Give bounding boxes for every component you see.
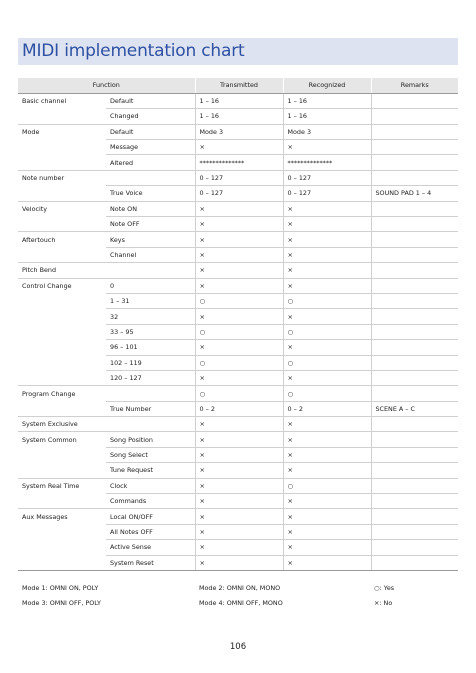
- recognized-cell: ×: [283, 217, 371, 232]
- transmitted-cell: **************: [195, 155, 283, 170]
- table-row: [18, 263, 458, 278]
- function-group-cell: Aux Messages: [18, 509, 106, 524]
- transmitted-cell: ×: [195, 540, 283, 555]
- remarks-cell: [371, 540, 458, 555]
- function-detail-cell: [106, 170, 195, 185]
- function-group-cell: Basic channel: [22, 97, 67, 106]
- function-detail-cell: Changed: [106, 109, 195, 124]
- function-group-cell: [18, 447, 106, 462]
- function-group-cell: System Real Time: [18, 478, 106, 493]
- recognized-cell: 0 – 127: [283, 170, 371, 185]
- table-row: [18, 124, 458, 139]
- table-row: [18, 186, 458, 201]
- remarks-cell: [371, 293, 458, 308]
- table-row: [18, 293, 458, 308]
- function-detail-cell: Keys: [106, 232, 195, 247]
- midi-chart-table: [18, 78, 458, 571]
- page-number: 106: [229, 642, 247, 652]
- transmitted-cell: 0 – 127: [195, 186, 283, 201]
- function-detail-cell: Commands: [106, 494, 195, 509]
- recognized-cell: ×: [283, 540, 371, 555]
- function-group-cell: Mode: [18, 124, 106, 139]
- transmitted-cell: ×: [195, 309, 283, 324]
- table-row: [18, 370, 458, 385]
- function-detail-cell: 32: [106, 309, 195, 324]
- recognized-cell: ×: [283, 509, 371, 524]
- function-group-cell: [18, 524, 106, 539]
- transmitted-cell: 1 – 16: [195, 93, 283, 108]
- remarks-cell: [371, 340, 458, 355]
- recognized-cell: **************: [283, 155, 371, 170]
- remarks-cell: [371, 155, 458, 170]
- table-row: [18, 494, 458, 509]
- remarks-cell: [371, 447, 458, 462]
- function-detail-cell: All Notes OFF: [106, 524, 195, 539]
- remarks-cell: [371, 309, 458, 324]
- remarks-cell: [371, 263, 458, 278]
- recognized-cell: ○: [283, 478, 371, 493]
- function-group-cell: [18, 370, 106, 385]
- footer-yes-legend: ○: Yes: [374, 584, 395, 592]
- remarks-cell: [371, 201, 458, 216]
- remarks-cell: [371, 217, 458, 232]
- remarks-cell: [371, 355, 458, 370]
- recognized-cell: ×: [283, 247, 371, 262]
- remarks-cell: SOUND PAD 1 – 4: [371, 186, 458, 201]
- function-detail-cell: Altered: [106, 155, 195, 170]
- table-row: [18, 247, 458, 262]
- function-detail-cell: [106, 417, 195, 432]
- recognized-cell: ×: [283, 524, 371, 539]
- function-detail-cell: Default: [106, 124, 195, 139]
- remarks-cell: [371, 124, 458, 139]
- function-detail-cell: True Number: [106, 401, 195, 416]
- header-recognized: Recognized: [283, 78, 371, 93]
- function-group-cell: [18, 463, 106, 478]
- remarks-cell: [371, 417, 458, 432]
- recognized-cell: ○: [283, 355, 371, 370]
- function-group-cell: [18, 155, 106, 170]
- recognized-cell: ○: [283, 386, 371, 401]
- function-group-cell: [18, 340, 106, 355]
- transmitted-cell: ×: [195, 494, 283, 509]
- function-group-cell: [18, 186, 106, 201]
- table-row: [18, 155, 458, 170]
- table-row: [18, 355, 458, 370]
- function-detail-cell: Active Sense: [106, 540, 195, 555]
- transmitted-cell: ×: [195, 340, 283, 355]
- remarks-cell: [371, 140, 458, 155]
- table-row: [18, 109, 458, 124]
- transmitted-cell: Mode 3: [195, 124, 283, 139]
- function-detail-cell: [106, 386, 195, 401]
- transmitted-cell: ×: [195, 263, 283, 278]
- table-row: [18, 463, 458, 478]
- remarks-cell: [371, 478, 458, 493]
- transmitted-cell: ×: [195, 432, 283, 447]
- recognized-cell: ×: [283, 340, 371, 355]
- page-title: MIDI implementation chart: [22, 41, 245, 61]
- function-detail-cell: 0: [106, 278, 195, 293]
- remarks-cell: [371, 232, 458, 247]
- function-group-cell: Velocity: [18, 201, 106, 216]
- recognized-cell: 1 – 16: [283, 109, 371, 124]
- transmitted-cell: ×: [195, 201, 283, 216]
- transmitted-cell: ×: [195, 447, 283, 462]
- table-row: [18, 340, 458, 355]
- recognized-cell: ×: [283, 447, 371, 462]
- remarks-cell: [371, 170, 458, 185]
- transmitted-cell: 0 – 2: [195, 401, 283, 416]
- function-group-cell: [18, 109, 106, 124]
- recognized-cell: ×: [283, 278, 371, 293]
- function-detail-cell: True Voice: [106, 186, 195, 201]
- table-row: [18, 540, 458, 555]
- recognized-cell: ×: [283, 463, 371, 478]
- function-detail-cell: Song Select: [106, 447, 195, 462]
- title-bar: [18, 38, 458, 65]
- function-detail-cell: 96 – 101: [106, 340, 195, 355]
- header-function: Function: [18, 78, 195, 93]
- function-detail-cell: [106, 263, 195, 278]
- table-header-row: [18, 78, 458, 93]
- recognized-cell: ×: [283, 201, 371, 216]
- function-detail-cell: 33 – 95: [106, 324, 195, 339]
- table-row: [18, 509, 458, 524]
- table-row: [18, 278, 458, 293]
- transmitted-cell: ×: [195, 247, 283, 262]
- transmitted-cell: 0 – 127: [195, 170, 283, 185]
- remarks-cell: [371, 509, 458, 524]
- recognized-cell: ×: [283, 232, 371, 247]
- function-detail-cell: Note ON: [106, 201, 195, 216]
- header-remarks: Remarks: [371, 78, 458, 93]
- footer-mode-1: Mode 1: OMNI ON, POLY: [22, 584, 99, 592]
- function-detail-cell: Channel: [106, 247, 195, 262]
- recognized-cell: ×: [283, 432, 371, 447]
- recognized-cell: ×: [283, 555, 371, 570]
- function-group-cell: [18, 555, 106, 570]
- recognized-cell: 1 – 16: [283, 93, 371, 108]
- transmitted-cell: ×: [195, 478, 283, 493]
- table-row: [18, 401, 458, 416]
- function-group-cell: System Exclusive: [18, 417, 106, 432]
- remarks-cell: [371, 432, 458, 447]
- remarks-cell: [371, 278, 458, 293]
- function-group-cell: Control Change: [18, 278, 106, 293]
- header-transmitted: Transmitted: [195, 78, 283, 93]
- transmitted-cell: ×: [195, 232, 283, 247]
- transmitted-cell: ×: [195, 140, 283, 155]
- table-row: [18, 524, 458, 539]
- function-detail-cell: Note OFF: [106, 217, 195, 232]
- recognized-cell: 0 – 127: [283, 186, 371, 201]
- transmitted-cell: ×: [195, 555, 283, 570]
- transmitted-cell: ×: [195, 509, 283, 524]
- table-row: [18, 170, 458, 185]
- table-row: [18, 417, 458, 432]
- transmitted-cell: ○: [195, 293, 283, 308]
- transmitted-cell: ○: [195, 355, 283, 370]
- recognized-cell: ×: [283, 263, 371, 278]
- function-group-cell: [18, 494, 106, 509]
- function-group-cell: Aftertouch: [18, 232, 106, 247]
- transmitted-cell: ×: [195, 417, 283, 432]
- remarks-cell: [371, 247, 458, 262]
- function-detail-cell: Tune Request: [106, 463, 195, 478]
- function-detail-cell: Default: [106, 93, 195, 108]
- function-group-cell: [18, 401, 106, 416]
- table-row: [18, 309, 458, 324]
- function-group-cell: [18, 540, 106, 555]
- function-group-cell: Pitch Bend: [18, 263, 106, 278]
- table-row: [18, 432, 458, 447]
- transmitted-cell: ○: [195, 386, 283, 401]
- footer-mode-4: Mode 4: OMNI OFF, MONO: [199, 599, 283, 607]
- function-group-cell: [18, 355, 106, 370]
- function-detail-cell: System Reset: [106, 555, 195, 570]
- recognized-cell: ×: [283, 140, 371, 155]
- remarks-cell: [371, 494, 458, 509]
- function-group-cell: [18, 293, 106, 308]
- transmitted-cell: ×: [195, 463, 283, 478]
- function-detail-cell: 102 – 119: [106, 355, 195, 370]
- table-row: [18, 447, 458, 462]
- table-row: [18, 232, 458, 247]
- recognized-cell: ×: [283, 494, 371, 509]
- table-row: [18, 201, 458, 216]
- recognized-cell: ×: [283, 309, 371, 324]
- remarks-cell: SCENE A – C: [371, 401, 458, 416]
- function-group-cell: [18, 217, 106, 232]
- function-group-cell: [18, 247, 106, 262]
- remarks-cell: [371, 555, 458, 570]
- transmitted-cell: ×: [195, 524, 283, 539]
- footer-mode-3: Mode 3: OMNI OFF, POLY: [22, 599, 101, 607]
- function-group-cell: [18, 140, 106, 155]
- table-row: [18, 478, 458, 493]
- remarks-cell: [371, 324, 458, 339]
- function-detail-cell: 120 – 127: [106, 370, 195, 385]
- function-detail-cell: Song Position: [106, 432, 195, 447]
- function-group-cell: Program Change: [18, 386, 106, 401]
- remarks-cell: [371, 386, 458, 401]
- table-row: [18, 217, 458, 232]
- recognized-cell: ○: [283, 293, 371, 308]
- remarks-cell: [371, 109, 458, 124]
- recognized-cell: Mode 3: [283, 124, 371, 139]
- transmitted-cell: ○: [195, 324, 283, 339]
- function-detail-cell: 1 – 31: [106, 293, 195, 308]
- table-row: [18, 324, 458, 339]
- footer-mode-2: Mode 2: OMNI ON, MONO: [199, 584, 281, 592]
- transmitted-cell: ×: [195, 370, 283, 385]
- recognized-cell: ×: [283, 417, 371, 432]
- function-group-cell: Note number: [18, 170, 106, 185]
- remarks-cell: [371, 370, 458, 385]
- function-group-cell: System Common: [18, 432, 106, 447]
- function-detail-cell: Clock: [106, 478, 195, 493]
- transmitted-cell: ×: [195, 217, 283, 232]
- transmitted-cell: 1 – 16: [195, 109, 283, 124]
- function-group-cell: [18, 309, 106, 324]
- remarks-cell: [371, 524, 458, 539]
- footer-no-legend: ×: No: [374, 599, 393, 607]
- table-row: [18, 555, 458, 570]
- function-group-cell: [18, 324, 106, 339]
- function-detail-cell: Message: [106, 140, 195, 155]
- remarks-cell: [371, 463, 458, 478]
- remarks-cell: [371, 93, 458, 108]
- table-row: [18, 140, 458, 155]
- recognized-cell: 0 – 2: [283, 401, 371, 416]
- recognized-cell: ×: [283, 370, 371, 385]
- transmitted-cell: ×: [195, 278, 283, 293]
- function-detail-cell: Local ON/OFF: [106, 509, 195, 524]
- table-row: [18, 93, 458, 108]
- table-row: [18, 386, 458, 401]
- recognized-cell: ○: [283, 324, 371, 339]
